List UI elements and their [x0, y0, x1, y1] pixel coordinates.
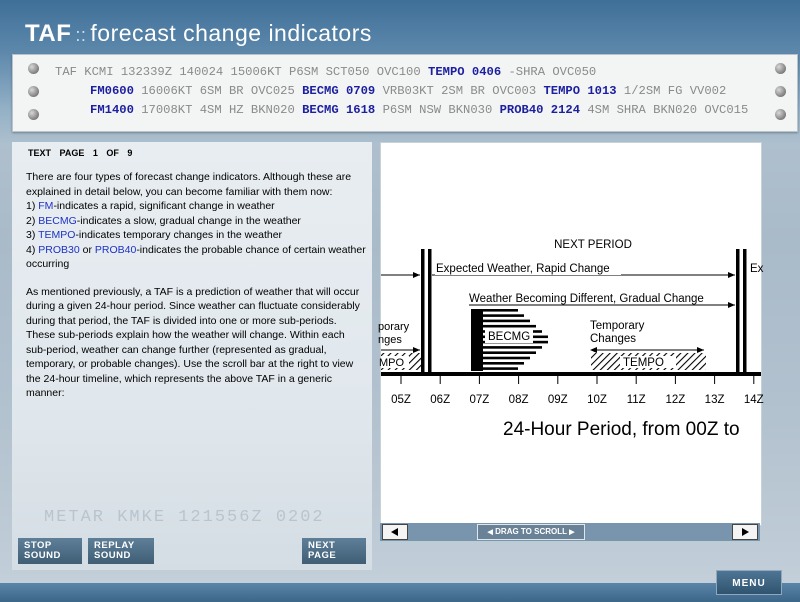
- title-separator: ::: [75, 25, 87, 45]
- hour-label: 09Z: [547, 394, 568, 406]
- indicator-item-3: 3) TEMPO-indicates temporary changes in the weather: [26, 229, 283, 241]
- page-total: 9: [127, 148, 133, 158]
- scroll-left-button[interactable]: [382, 524, 408, 540]
- title-subtitle: forecast change indicators: [90, 20, 372, 46]
- taf-text: 1/2SM FG VV002: [616, 84, 727, 98]
- taf-display-strip: [12, 54, 798, 132]
- thumb-right-arrow-icon: ▶: [569, 529, 575, 536]
- menu-button[interactable]: MENU: [716, 570, 782, 595]
- indicator-item-2: 2) BECMG-indicates a slow, gradual change in the weather: [26, 214, 301, 227]
- page-current: 1: [92, 148, 98, 158]
- timeline-view: [380, 142, 762, 526]
- arrow-right-icon: [733, 525, 757, 539]
- tempo-label: TEMPO: [623, 357, 664, 369]
- next-page-button[interactable]: NEXT PAGE: [302, 538, 366, 564]
- screw-icon: [28, 63, 39, 74]
- taf-indicator-fm: FM1400: [90, 103, 134, 117]
- metar-watermark: METAR KMKE 121556Z 0202: [44, 508, 325, 527]
- title-taf: TAF: [25, 20, 72, 47]
- prev-temporary-label: porary: [378, 321, 410, 333]
- drag-to-scroll-label: DRAG TO SCROLL: [495, 527, 567, 536]
- taf-indicator-tempo: TEMPO 0406: [428, 65, 502, 79]
- period-caption: 24-Hour Period, from 00Z to: [503, 419, 740, 440]
- next-expected-label: Ex: [750, 263, 764, 275]
- taf-text: 16006KT 6SM BR OVC025: [133, 84, 303, 98]
- screw-icon: [28, 109, 39, 120]
- indicator-item-1: 1) FM-indicates a rapid, significant change in weather: [26, 200, 275, 212]
- hour-label: 11Z: [626, 394, 646, 406]
- screw-icon: [775, 63, 786, 74]
- becmg-label: BECMG: [488, 331, 531, 343]
- taf-line-3: [90, 103, 748, 117]
- hour-label: 10Z: [587, 394, 607, 406]
- arrow-left-icon: [383, 525, 407, 539]
- prev-tempo-label: MPO: [379, 357, 405, 369]
- screw-icon: [28, 86, 39, 97]
- hour-label: 12Z: [665, 394, 686, 406]
- taf-line-1: [55, 65, 596, 79]
- prev-changes-label: nges: [378, 334, 402, 346]
- taf-text: -SHRA OVC050: [501, 65, 597, 79]
- page-title: [25, 20, 372, 48]
- taf-text: 4SM SHRA BKN020 OVC015: [580, 103, 749, 117]
- indicator-item-4: 4) PROB30 or PROB40-indicates the probable chance of certain weather occurring: [26, 243, 366, 270]
- hour-ticks: [401, 376, 754, 384]
- taf-text: P6SM NSW BKN030: [375, 103, 500, 117]
- explanation-paragraph: As mentioned previously, a TAF is a prediction of weather that will occur during a given 24-hour period. Since weather can fluctuate considerably during that period, the TAF is divided into one or more sub-periods. These sub-periods explain how the weather will change. Within each sub-period, weather can change further (represented as gradual, temporary, or probable changes). Use the scroll bar at the right to view the 24-hour timeline, which represents the above TAF in a generic manner:: [26, 285, 360, 399]
- timeline-scrollbar[interactable]: [380, 523, 760, 541]
- scroll-thumb[interactable]: [477, 524, 585, 540]
- text-page-indicator: [28, 148, 132, 158]
- screw-icon: [775, 109, 786, 120]
- taf-indicator-becmg: BECMG 0709: [302, 84, 376, 98]
- taf-text: TAF KCMI 132339Z 140024 15006KT P6SM SCT050 OVC100: [55, 65, 428, 79]
- description-text: [26, 170, 366, 414]
- taf-text: 17008KT 4SM HZ BKN020: [133, 103, 303, 117]
- hour-label: 05Z: [391, 394, 411, 406]
- footer-bar: [0, 583, 800, 602]
- taf-line-2: [90, 84, 726, 98]
- timeline-diagram: [378, 143, 764, 525]
- taf-indicator-fm: FM0600: [90, 84, 134, 98]
- hour-label: 07Z: [469, 394, 490, 406]
- screw-icon: [775, 86, 786, 97]
- replay-sound-button[interactable]: REPLAY SOUND: [88, 538, 154, 564]
- period-boundary-left-outer: [421, 249, 425, 376]
- hour-label: 13Z: [704, 394, 725, 406]
- gradual-change-label: Weather Becoming Different, Gradual Change: [469, 293, 704, 305]
- taf-indicator-becmg: BECMG 1618: [302, 103, 376, 117]
- taf-text: VRB03KT 2SM BR OVC003: [375, 84, 544, 98]
- thumb-left-arrow-icon: ◀: [487, 529, 493, 536]
- scroll-right-button[interactable]: [732, 524, 758, 540]
- becmg-wedge-base: [471, 309, 483, 371]
- period-boundary-right-inner: [743, 249, 747, 376]
- intro-paragraph: [26, 170, 366, 272]
- taf-indicator-prob40: PROB40 2124: [499, 103, 581, 117]
- intro-text: There are four types of forecast change indicators. Although these are explained in detail below, you can become familiar with them now:: [26, 171, 352, 198]
- next-period-label: NEXT PERIOD: [554, 239, 632, 251]
- period-boundary-right-outer: [736, 249, 740, 376]
- timeline-baseline: [381, 372, 761, 376]
- stop-sound-button[interactable]: STOP SOUND: [18, 538, 82, 564]
- text-panel: [12, 142, 372, 570]
- hour-label: 06Z: [430, 394, 451, 406]
- expected-weather-label: Expected Weather, Rapid Change: [436, 263, 610, 275]
- hour-label: 14Z: [743, 394, 764, 406]
- taf-indicator-tempo: TEMPO 1013: [543, 84, 617, 98]
- page-label: TEXT PAGE: [28, 148, 85, 158]
- hour-label: 08Z: [508, 394, 529, 406]
- period-boundary-left-inner: [428, 249, 432, 376]
- hour-labels: [391, 394, 764, 406]
- page-of: OF: [106, 148, 119, 158]
- temporary-label: Temporary: [590, 320, 645, 332]
- changes-label: Changes: [590, 333, 637, 345]
